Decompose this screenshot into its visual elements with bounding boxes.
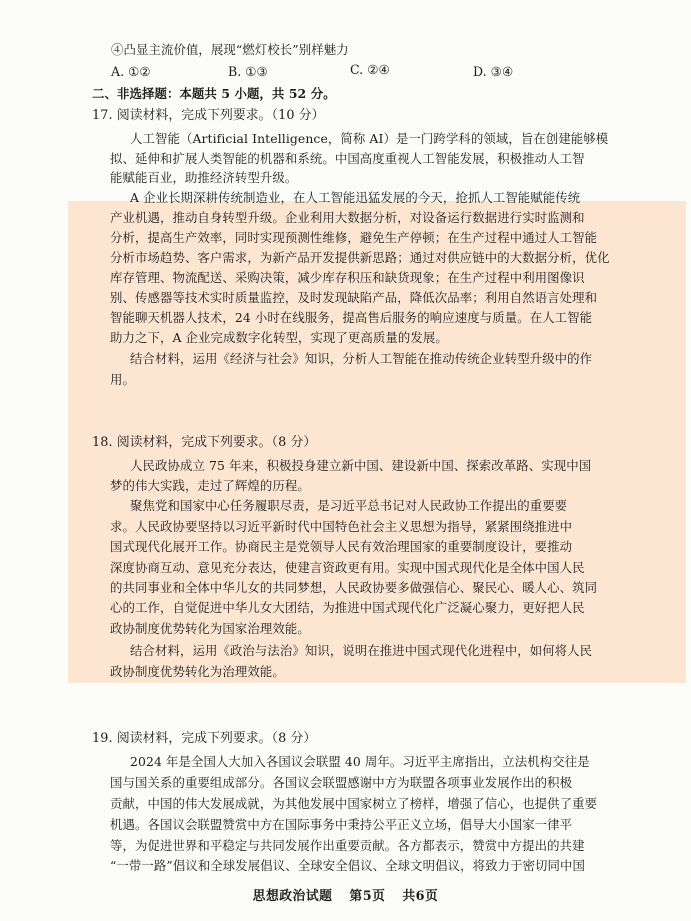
q19-line: 贡献，中国的伟大发展成就，为其他发展中国家树立了榜样，增强了信心，也提供了重要 xyxy=(110,796,598,811)
carryover-item-4: ④凸显主流价值，展现“燃灯校长”别样魅力 xyxy=(111,42,349,57)
q18-line: 聚焦党和国家中心任务履职尽责，是习近平总书记对人民政协工作提出的重要要 xyxy=(130,498,568,513)
q17-line: 产业机遇，推动自身转型升级。企业利用大数据分析，对设备运行数据进行实时监测和 xyxy=(110,210,585,225)
q18-line: 深度协商互动、意见充分表达，使建言资政更有用。实现中国式现代化是全体中国人民 xyxy=(110,560,585,575)
q17-line: 能赋能百业，助推经济转型升级。 xyxy=(110,170,298,185)
section-heading: 二、非选择题：本题共 5 小题，共 52 分。 xyxy=(92,86,336,101)
q17-line: 分析，提高生产效率，同时实现预测性维修，避免生产停顿；在生产过程中通过人工智能 xyxy=(110,230,598,245)
q17-line: 分析市场趋势、客户需求，为新产品开发提供新思路；通过对供应链中的大数据分析，优化 xyxy=(110,250,610,265)
q17-line: 库存管理、物流配送、采购决策，减少库存积压和缺货现象；在生产过程中利用图像识 xyxy=(110,270,585,285)
q18-header: 18. 阅读材料，完成下列要求。（8 分） xyxy=(92,435,317,450)
option-d: D. ③④ xyxy=(473,64,514,79)
q19-line: 机遇。各国议会联盟赞赏中方在国际事务中秉持公平正义立场，倡导大小国家一律平 xyxy=(110,817,573,832)
q18-task: 政协制度优势转化为治理效能。 xyxy=(110,664,285,679)
q19-header: 19. 阅读材料，完成下列要求。（8 分） xyxy=(92,731,317,746)
option-a: A. ①② xyxy=(111,64,151,79)
q18-line: 求。人民政协要坚持以习近平新时代中国特色社会主义思想为指导，紧紧围绕推进中 xyxy=(110,519,573,534)
q18-line: 梦的伟大实践，走过了辉煌的历程。 xyxy=(110,478,310,493)
q17-line: A 企业长期深耕传统制造业，在人工智能迅猛发展的今天，抢抓人工智能赋能传统 xyxy=(130,190,581,205)
q19-line: 等，为促进世界和平稳定与共同发展作出重要贡献。各方都表示，赞赏中方提出的共建 xyxy=(110,838,585,853)
footer-page: 第5页 xyxy=(349,889,386,904)
q17-header: 17. 阅读材料，完成下列要求。（10 分） xyxy=(92,108,325,123)
page-footer xyxy=(0,885,691,904)
q17-line: 别、传感器等技术实时质量监控，及时发现缺陷产品，降低次品率；利用自然语言处理和 xyxy=(110,290,598,305)
q18-line: 人民政协成立 75 年来，积极投身建立新中国、建设新中国、探索改革路、实现中国 xyxy=(130,458,592,473)
q18-line: 的共同事业和全体中华儿女的共同梦想，人民政协要多做强信心、聚民心、暖人心、筑同 xyxy=(110,580,598,595)
q17-line: 人工智能（Artificial Intelligence，简称 AI）是一门跨学科的领域，旨在创建能够模 xyxy=(130,131,609,146)
q17-task: 结合材料，运用《经济与社会》知识，分析人工智能在推动传统企业转型升级中的作 xyxy=(130,351,593,366)
q17-line: 智能聊天机器人技术，24 小时在线服务，提高售后服务的响应速度与质量。在人工智能 xyxy=(110,310,593,325)
q18-line: 心的工作，自觉促进中华儿女大团结，为推进中国式现代化广泛凝心聚力，更好把人民 xyxy=(110,600,585,615)
q18-task: 结合材料，运用《政治与法治》知识，说明在推进中国式现代化进程中，如何将人民 xyxy=(130,643,593,658)
footer-subject: 思想政治试题 xyxy=(252,889,333,904)
q19-line: “一带一路”倡议和全球发展倡议、全球安全倡议、全球文明倡议，将致力于密切同中国 xyxy=(110,858,586,873)
option-c: C. ②④ xyxy=(350,62,390,77)
q17-line: 助力之下，A 企业完成数字化转型，实现了更高质量的发展。 xyxy=(110,330,448,345)
footer-total: 共6页 xyxy=(402,889,439,904)
q18-line: 国式现代化展开工作。协商民主是党领导人民有效治理国家的重要制度设计，要推动 xyxy=(110,539,573,554)
q18-line: 政协制度优势转化为国家治理效能。 xyxy=(110,621,310,636)
q19-line: 国与国关系的重要组成部分。各国议会联盟感谢中方为联盟各项事业发展作出的积极 xyxy=(110,775,573,790)
q17-task: 用。 xyxy=(110,372,135,387)
option-b: B. ①③ xyxy=(228,64,268,79)
q19-line: 2024 年是全国人大加入各国议会联盟 40 周年。习近平主席指出，立法机构交往是 xyxy=(130,754,590,769)
q17-line: 拟、延伸和扩展人类智能的机器和系统。中国高度重视人工智能发展，积极推动人工智 xyxy=(110,151,585,166)
